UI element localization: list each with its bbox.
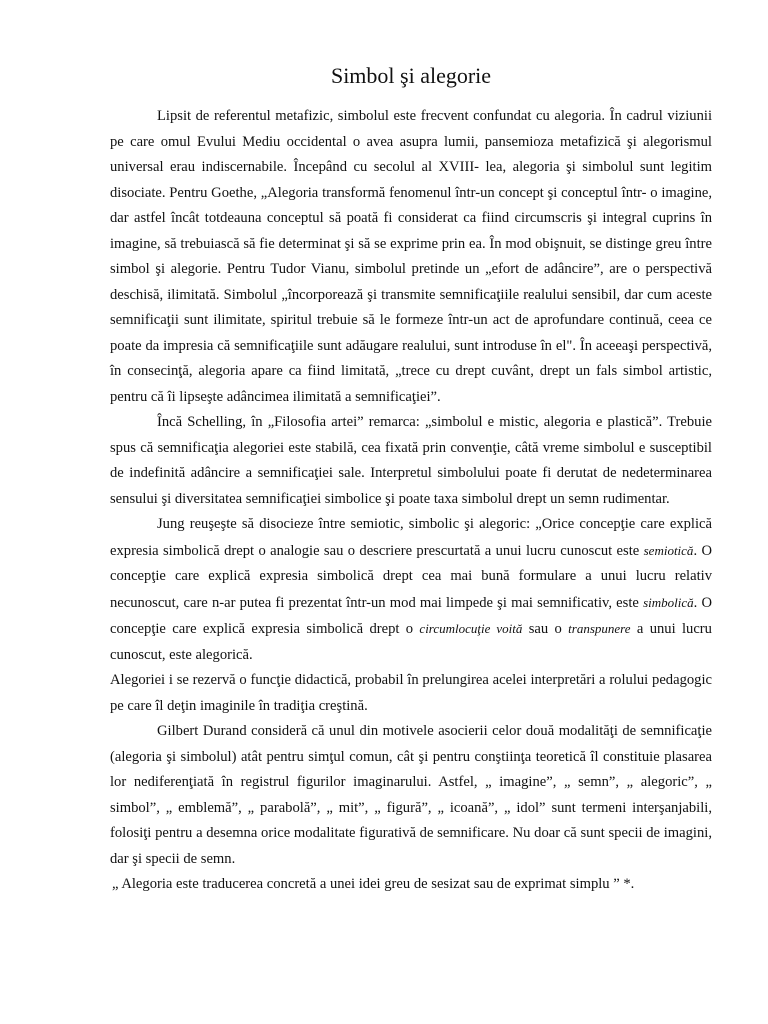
paragraph-3-text-3: . O concepţie care explică expresia simbolică drept o bbox=[110, 594, 712, 637]
italic-term-simbolica: simbolică bbox=[643, 594, 694, 610]
paragraph-2: Încă Schelling, în „Filosofia artei” remarca: „simbolul e mistic, alegoria e plastică”. Trebuie spus că semnificaţia alegoriei este stabilă, cea fixată prin convenţie, câtă vreme simbolul e susceptibil de indefinită adâncire a semnificaţiei sale. Interpretul simbolului poate fi derutat de nedeterminarea sensului şi diversitatea semnificaţiei simbolice şi poate taxa simbolul drept un semn rudimentar. bbox=[110, 414, 712, 507]
paragraph-5: Gilbert Durand consideră că unul din motivele asocierii celor două modalităţi de semnificaţie (alegoria şi simbolul) atât pentru simţul comun, cât şi pentru conştiinţa teoretică îl constituie plasarea lor nediferenţiată în registrul figurilor imaginarului. Astfel, „ imagine”, „ semn”, „ alegoric”, „ simbol”, „ emblemă”, „ parabolă”, „ mit”, „ figură”, „ icoană”, „ idol” sunt termeni interşanjabili, folosiţi pentru a desemna orice modalitate figurativă de semnificare. Nu doar că sunt specii de imagini, dar şi specii de semn. bbox=[110, 723, 712, 867]
paragraph-3-text-1: Jung reuşeşte să disocieze între semiotic, simbolic şi alegoric: „Orice concepţie care explică expresia simbolică drept o analogie sau o descriere prescurtată a unui lucru cunoscut este bbox=[110, 516, 712, 559]
page-title: Simbol şi alegorie bbox=[330, 63, 492, 88]
paragraph-1: Lipsit de referentul metafizic, simbolul este frecvent confundat cu alegoria. În cadrul viziunii pe care omul Evului Mediu occidental o avea asupra lumii, pansemioza metafizică şi alegorismul universal erau indiscernabile. Începând cu secolul al XVIII- lea, alegoria şi simbolul sunt legitim disociate. Pentru Goethe, „Alegoria transformă fenomenul într-un concept şi conceptul într- o imagine, dar astfel încât totdeauna conceptul să poată fi considerat ca fiind circumscris şi integral cuprins în imagine, să trebuiască să fie determinat şi să se exprime prin ea. În mod obişnuit, se distinge greu între simbol şi alegorie. Pentru Tudor Vianu, simbolul pretinde un „efort de adâncire”, are o perspectivă deschisă, ilimitată. Simbolul „încorporează şi transmite semnificaţiile realului sensibil, dar cum aceste semnificaţii sunt ilimitate, spiritul trebuie să le formeze într-un act de aprofundare continuă, ceea ce poate da impresia că semnificaţiile sunt adăugare realului, sunt introduse în el". În aceeaşi perspectivă, în consecinţă, alegoria apare ca fiind limitată, „trece cu drept cuvânt, drept un fals simbol artistic, pentru că îi lipseşte adâncimea ilimitată a semnificaţiei”. bbox=[110, 108, 712, 405]
paragraph-3-text-4: sau o bbox=[522, 621, 569, 637]
paragraph-3-text-2: . O concepţie care explică expresia simbolică drept cea mai bună formulare a unui lucru relativ necunoscut, care n-ar putea fi prezentat într-un mod mai limpede şi mai semnificativ, este bbox=[110, 542, 712, 611]
paragraph-3 bbox=[110, 512, 712, 668]
italic-term-transpunere: transpunere bbox=[568, 621, 631, 636]
paragraph-3-text-5: a unui lucru cunoscut, este alegorică. bbox=[110, 621, 712, 663]
italic-term-circumlocutie: circumlocuţie voită bbox=[419, 621, 523, 636]
italic-term-semiotica: semiotică bbox=[643, 542, 694, 558]
paragraph-6-quote: „ Alegoria este traducerea concretă a unei idei greu de sesizat sau de exprimat simplu ” *. bbox=[112, 876, 635, 892]
paragraph-4: Alegoriei i se rezervă o funcţie didactică, probabil în prelungirea acelei interpretări a rolului pedagogic pe care îl deţin imaginile în tradiţia creştină. bbox=[110, 672, 712, 714]
